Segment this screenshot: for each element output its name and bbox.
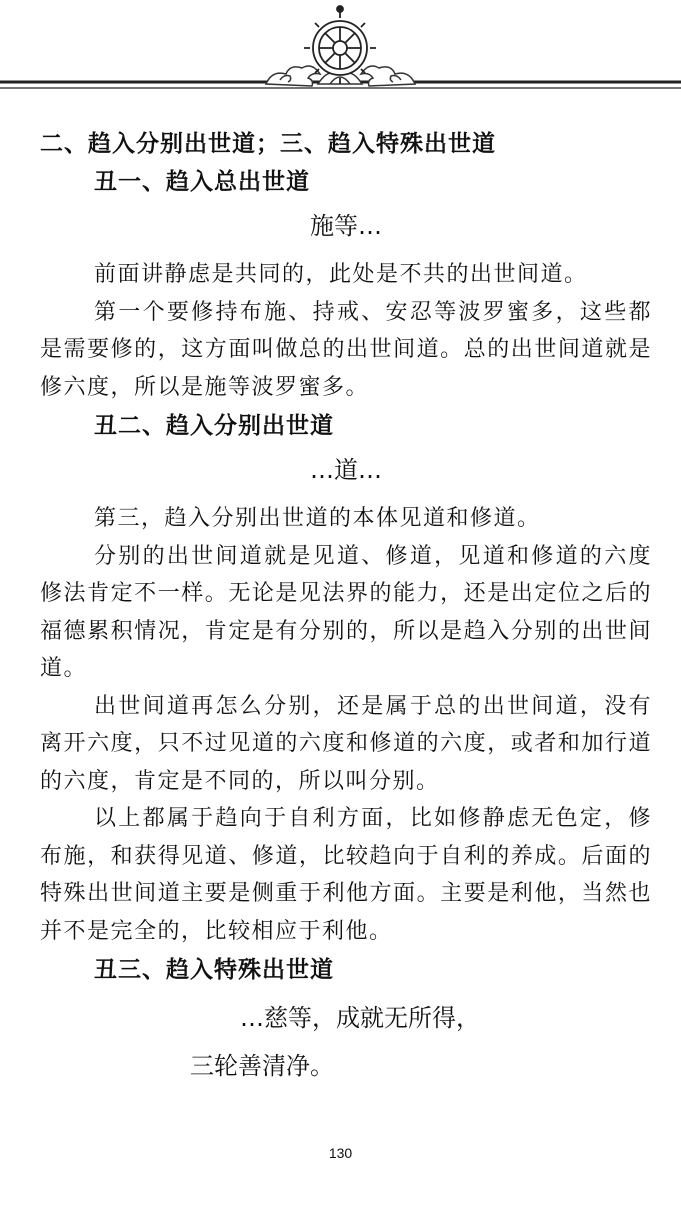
section-heading: 丑一、趋入总出世道 [94,169,310,195]
page-number: 130 [328,1145,353,1161]
cloud-right-icon [361,66,415,86]
root-verse: …慈等，成就无所得， [240,1004,480,1032]
body-paragraph: 出世间道再怎么分别，还是属于总的出世间道，没有离开六度，只不过见道的六度和修道的六度，或者和加行道的六度，肯定是不同的，所以叫分别。 [40,693,652,794]
body-paragraph: 以上都属于趋向于自利方面，比如修静虑无色定，修布施，和获得见道、修道，比较趋向于自利的养成。后面的特殊出世间道主要是侧重于利他方面。主要是利他，当然也并不是完全的，比较相应于利他。 [40,806,652,944]
section-heading: 丑三、趋入特殊出世道 [94,957,334,983]
body-paragraph: 第一个要修持布施、持戒、安忍等波罗蜜多，这些都是需要修的，这方面叫做总的出世间道。总的出世间道就是修六度，所以是施等波罗蜜多。 [40,299,652,400]
body-paragraph: 分别的出世间道就是见道、修道，见道和修道的六度修法肯定不一样。无论是见法界的能力，还是出定位之后的福德累积情况，肯定是有分别的，所以是趋入分别的出世间道。 [40,543,652,681]
cloud-left-icon [266,66,320,86]
body-paragraph: 第三，趋入分别出世道的本体见道和修道。 [94,506,541,531]
root-verse: …道… [310,456,382,484]
body-paragraph: 前面讲静虑是共同的，此处是不共的出世间道。 [94,262,588,287]
dharma-wheel-icon [304,6,376,84]
section-title: 二、趋入分别出世道；三、趋入特殊出世道 [40,131,496,157]
root-verse: 施等… [310,212,382,240]
section-heading: 丑二、趋入分别出世道 [94,413,334,439]
page-content [40,124,652,1090]
root-verse: 三轮善清净。 [190,1052,334,1080]
header-ornament [0,0,681,110]
